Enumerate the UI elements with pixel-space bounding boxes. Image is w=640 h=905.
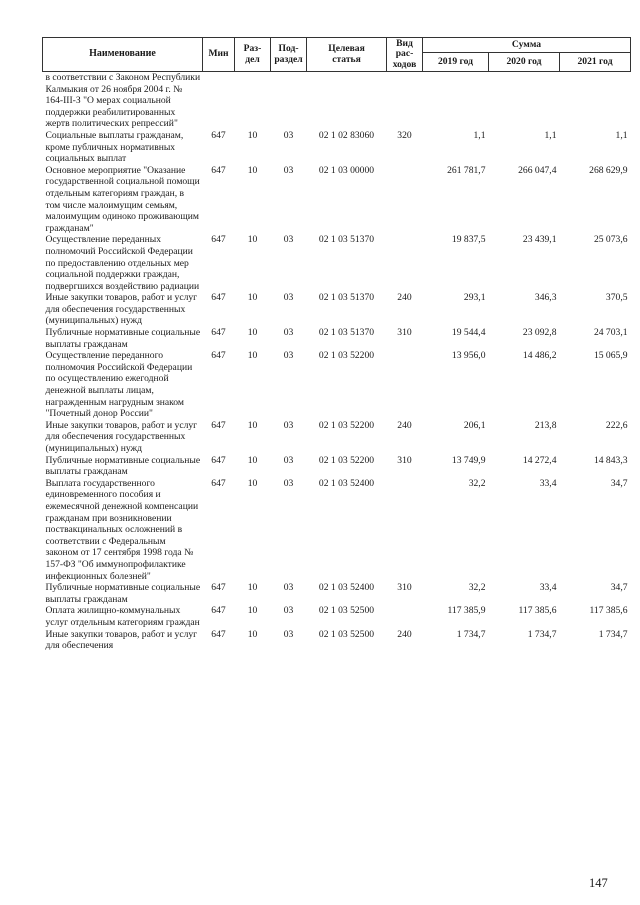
cell-2019: 261 781,7: [447, 164, 486, 176]
cell-target: 02 1 03 52200: [318, 454, 375, 466]
cell-min: 647: [211, 350, 226, 362]
cell-min: 647: [211, 454, 226, 466]
cell-podrazdel: 03: [283, 419, 294, 431]
cell-min: 647: [211, 164, 226, 176]
cell-min: 647: [211, 605, 226, 617]
cell-vid: [387, 350, 423, 420]
cell-target: [307, 72, 387, 130]
cell-2021: 268 629,9: [589, 164, 628, 176]
cell-2019: 1,1: [473, 129, 486, 141]
cell-name: Осуществление переданных полномочий Российской Федерации по предоставлению отдельных мер социальной поддержки граждан, подвергшихся воздействию радиации: [45, 234, 200, 292]
table-row: [43, 292, 631, 327]
cell-name: в соответствии с Законом Республики Калмыкия от 26 ноября 2004 г. № 164-III-З "О мерах социальной поддержки реабилитированных жертв политических репрессий": [45, 72, 201, 130]
header-target: Целевая статья: [307, 38, 387, 72]
cell-target: 02 1 03 51370: [318, 234, 375, 246]
cell-2020: 346,3: [534, 292, 557, 304]
cell-2019: 206,1: [463, 419, 486, 431]
cell-target: 02 1 03 51370: [318, 327, 375, 339]
cell-razdel: [235, 72, 271, 130]
cell-min: 647: [211, 234, 226, 246]
cell-2021: 222,6: [605, 419, 628, 431]
cell-vid: [387, 165, 423, 235]
cell-target: 02 1 03 51370: [318, 292, 375, 304]
cell-podrazdel: 03: [283, 454, 294, 466]
cell-razdel: 10: [247, 129, 258, 141]
cell-2021: 34,7: [610, 582, 628, 594]
cell-2020: 33,4: [539, 477, 557, 489]
cell-2021: 14 843,3: [593, 454, 628, 466]
cell-name: Выплата государственного единовременного пособия и ежемесячной денежной компенсации гражданам при возникновении поствакцинальных осложнений в соответствии с Федеральным законом от 17 сентября 1998 года № 157-ФЗ "Об иммунопрофилактике инфекционных болезней": [45, 477, 199, 582]
cell-target: 02 1 03 52400: [318, 477, 375, 489]
cell-2019: 32,2: [468, 582, 486, 594]
cell-razdel: 10: [247, 419, 258, 431]
cell-name: Основное мероприятие "Оказание государственной социальной помощи отдельным категориям граждан, в том числе малоимущим семьям, малоимущим одиноко проживающим гражданам": [45, 164, 200, 234]
table-row: [43, 478, 631, 582]
table-row: [43, 72, 631, 130]
cell-2020: 117 385,6: [518, 605, 557, 617]
cell-podrazdel: 03: [283, 605, 294, 617]
cell-2021: 24 703,1: [593, 327, 628, 339]
cell-name: Иные закупки товаров, работ и услуг для обеспечения: [45, 628, 198, 652]
cell-podrazdel: 03: [283, 582, 294, 594]
cell-2019: 19 837,5: [451, 234, 486, 246]
cell-razdel: 10: [247, 327, 258, 339]
cell-razdel: 10: [247, 234, 258, 246]
cell-2021: 1,1: [615, 129, 628, 141]
table-row: [43, 350, 631, 420]
header-2020: 2020 год: [489, 53, 560, 72]
cell-min: 647: [211, 628, 226, 640]
cell-vid: 310: [397, 582, 412, 594]
cell-2019: 13 749,9: [451, 454, 486, 466]
cell-2019: [423, 72, 489, 130]
cell-podrazdel: 03: [283, 350, 294, 362]
cell-podrazdel: 03: [283, 129, 294, 141]
cell-vid: [387, 605, 423, 628]
header-vid: Вид рас- ходов: [387, 38, 423, 72]
cell-2021: 117 385,6: [589, 605, 628, 617]
header-min: Мин: [203, 38, 235, 72]
cell-2019: 19 544,4: [451, 327, 486, 339]
cell-2021: [560, 72, 631, 130]
cell-2020: 23 439,1: [522, 234, 557, 246]
cell-2020: 14 486,2: [522, 350, 557, 362]
page-number: 147: [589, 876, 608, 890]
cell-min: 647: [211, 477, 226, 489]
cell-name: Осуществление переданного полномочия Российской Федерации по осуществлению ежегодной денежной выплаты лицам, награжденным нагрудным знаком "Почетный донор России": [45, 350, 193, 420]
header-2021: 2021 год: [560, 53, 631, 72]
cell-razdel: 10: [247, 605, 258, 617]
cell-name: Публичные нормативные социальные выплаты гражданам: [45, 327, 201, 350]
cell-vid: [387, 234, 423, 292]
table-row: [43, 605, 631, 628]
header-podrazdel: Под- раздел: [271, 38, 307, 72]
table-row: [43, 130, 631, 165]
cell-target: 02 1 03 52200: [318, 419, 375, 431]
cell-min: 647: [211, 582, 226, 594]
cell-name: Публичные нормативные социальные выплаты гражданам: [45, 454, 201, 478]
cell-2021: 34,7: [610, 477, 628, 489]
cell-vid: 310: [397, 454, 412, 466]
cell-razdel: 10: [247, 164, 258, 176]
cell-min: [203, 72, 235, 130]
cell-podrazdel: 03: [283, 477, 294, 489]
table-row: [43, 455, 631, 478]
table-row: [43, 234, 631, 292]
table-row: [43, 327, 631, 350]
table-row: [43, 165, 631, 235]
cell-2020: 266 047,4: [518, 164, 557, 176]
cell-podrazdel: 03: [283, 292, 294, 304]
cell-target: 02 1 03 52400: [318, 582, 375, 594]
cell-podrazdel: 03: [283, 164, 294, 176]
cell-2020: 14 272,4: [522, 454, 557, 466]
cell-2021: 370,5: [605, 292, 628, 304]
cell-vid: [387, 478, 423, 582]
cell-2021: 15 065,9: [593, 350, 628, 362]
header-name: Наименование: [43, 38, 203, 72]
cell-min: 647: [211, 419, 226, 431]
header-razdel: Раз- дел: [235, 38, 271, 72]
cell-2019: 1 734,7: [456, 628, 486, 640]
cell-podrazdel: [271, 72, 307, 130]
table-row: [43, 629, 631, 652]
cell-razdel: 10: [247, 454, 258, 466]
cell-vid: 240: [397, 419, 412, 431]
table-header: [43, 38, 631, 72]
header-sum: Сумма: [423, 38, 631, 53]
cell-name: Публичные нормативные социальные выплаты гражданам: [45, 582, 201, 605]
cell-vid: 240: [397, 292, 412, 304]
cell-target: 02 1 02 83060: [318, 129, 375, 141]
cell-razdel: 10: [247, 350, 258, 362]
cell-razdel: 10: [247, 292, 258, 304]
cell-2020: 23 092,8: [522, 327, 557, 339]
cell-razdel: 10: [247, 582, 258, 594]
cell-2019: 117 385,9: [447, 605, 486, 617]
cell-razdel: 10: [247, 477, 258, 489]
cell-razdel: 10: [247, 628, 258, 640]
cell-2020: 33,4: [539, 582, 557, 594]
cell-name: Оплата жилищно-коммунальных услуг отдельным категориям граждан: [45, 605, 200, 628]
cell-2020: 1,1: [544, 129, 557, 141]
table-body: [43, 72, 631, 652]
cell-podrazdel: 03: [283, 234, 294, 246]
cell-vid: 310: [397, 327, 412, 339]
cell-target: 02 1 03 52500: [318, 605, 375, 617]
cell-min: 647: [211, 129, 226, 141]
cell-name: Иные закупки товаров, работ и услуг для обеспечения государственных (муниципальных) нужд: [45, 419, 198, 454]
cell-2019: 293,1: [463, 292, 486, 304]
cell-name: Социальные выплаты гражданам, кроме публичных нормативных социальных выплат: [45, 129, 184, 165]
cell-2019: 32,2: [468, 477, 486, 489]
table-row: [43, 582, 631, 605]
cell-2021: 25 073,6: [593, 234, 628, 246]
cell-2021: 1 734,7: [598, 628, 628, 640]
cell-name: Иные закупки товаров, работ и услуг для обеспечения государственных (муниципальных) нужд: [45, 292, 198, 327]
cell-vid: 320: [397, 129, 412, 141]
cell-2020: 213,8: [534, 419, 557, 431]
cell-target: 02 1 03 52500: [318, 628, 375, 640]
cell-2020: [489, 72, 560, 130]
header-2019: 2019 год: [423, 53, 489, 72]
cell-podrazdel: 03: [283, 628, 294, 640]
cell-target: 02 1 03 52200: [318, 350, 375, 362]
budget-table: [42, 37, 631, 652]
cell-target: 02 1 03 00000: [318, 164, 375, 176]
cell-2020: 1 734,7: [527, 628, 557, 640]
cell-min: 647: [211, 292, 226, 304]
cell-min: 647: [211, 327, 226, 339]
table-row: [43, 420, 631, 455]
cell-vid: 240: [397, 628, 412, 640]
cell-podrazdel: 03: [283, 327, 294, 339]
cell-2019: 13 956,0: [451, 350, 486, 362]
cell-vid: [387, 72, 423, 130]
